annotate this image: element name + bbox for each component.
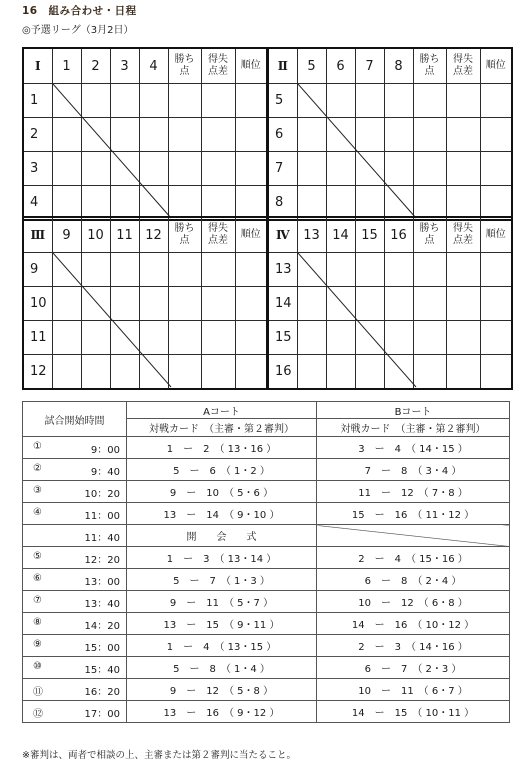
league-row bbox=[23, 186, 267, 221]
match-time-cell bbox=[23, 613, 127, 635]
result-cell bbox=[355, 253, 384, 287]
league-table-4 bbox=[267, 216, 513, 390]
league-row bbox=[268, 152, 512, 186]
league-row bbox=[268, 186, 512, 221]
league-row bbox=[23, 321, 267, 355]
court-b-match: 7 ー 8 （ 3・4 ） bbox=[317, 459, 510, 481]
standing-cell bbox=[413, 321, 446, 355]
page-title: 16 組み合わせ・日程 bbox=[22, 5, 137, 17]
result-cell bbox=[297, 84, 326, 118]
result-cell bbox=[384, 321, 413, 355]
team-row-label: 1 bbox=[23, 84, 52, 118]
points-header: 勝ち 点 bbox=[168, 217, 201, 253]
match-number: ⑪ bbox=[33, 687, 43, 698]
result-cell bbox=[326, 321, 355, 355]
team-row-label: 15 bbox=[268, 321, 297, 355]
standing-cell bbox=[235, 355, 267, 390]
court-b-match: 11 ー 12 （ 7・8 ） bbox=[317, 481, 510, 503]
standing-cell bbox=[446, 118, 480, 152]
team-row-label: 8 bbox=[268, 186, 297, 221]
result-cell bbox=[52, 321, 81, 355]
standing-cell bbox=[201, 118, 235, 152]
court-a-match: 13 ー 14 （ 9・10 ） bbox=[127, 503, 317, 525]
standing-cell bbox=[235, 118, 267, 152]
court-b-match: 6 ー 7 （ 2・3 ） bbox=[317, 657, 510, 679]
court-a-match: 13 ー 16 （ 9・12 ） bbox=[127, 701, 317, 723]
match-time-cell bbox=[23, 459, 127, 481]
court-b-match: 6 ー 8 （ 2・4 ） bbox=[317, 569, 510, 591]
result-cell bbox=[52, 253, 81, 287]
result-cell bbox=[326, 253, 355, 287]
match-number: ④ bbox=[33, 507, 42, 518]
start-time: 10：20 bbox=[84, 489, 120, 500]
standing-cell bbox=[168, 321, 201, 355]
team-row-label: 7 bbox=[268, 152, 297, 186]
goal-difference-header: 得失 点差 bbox=[446, 48, 480, 84]
schedule-row bbox=[23, 525, 510, 547]
result-cell bbox=[110, 152, 139, 186]
result-cell bbox=[326, 355, 355, 390]
result-cell bbox=[139, 84, 168, 118]
result-cell bbox=[355, 84, 384, 118]
schedule-row bbox=[23, 591, 510, 613]
schedule-row bbox=[23, 657, 510, 679]
match-time-cell bbox=[23, 657, 127, 679]
court-b-match: 10 ー 11 （ 6・7 ） bbox=[317, 679, 510, 701]
start-time: 13：40 bbox=[84, 599, 120, 610]
league-row bbox=[23, 84, 267, 118]
team-column-header: 5 bbox=[297, 48, 326, 84]
start-time: 15：00 bbox=[84, 643, 120, 654]
match-schedule-table bbox=[22, 401, 510, 723]
league-row bbox=[23, 118, 267, 152]
result-cell bbox=[52, 355, 81, 390]
preliminary-league-label: ◎予選リーグ（3月2日） bbox=[22, 25, 134, 36]
team-row-label: 10 bbox=[23, 287, 52, 321]
result-cell bbox=[297, 152, 326, 186]
standing-cell bbox=[201, 152, 235, 186]
rank-header: 順位 bbox=[235, 217, 267, 253]
team-column-header: 3 bbox=[110, 48, 139, 84]
result-cell bbox=[297, 355, 326, 390]
standing-cell bbox=[413, 152, 446, 186]
match-time-cell bbox=[23, 635, 127, 657]
league-roman-label: Ⅱ bbox=[268, 48, 297, 84]
result-cell bbox=[110, 355, 139, 390]
goal-difference-header: 得失 点差 bbox=[201, 217, 235, 253]
court-b-header: Bコート bbox=[317, 402, 510, 419]
points-header: 勝ち 点 bbox=[413, 217, 446, 253]
result-cell bbox=[110, 84, 139, 118]
court-b-match: 2 ー 4 （ 15・16 ） bbox=[317, 547, 510, 569]
league-roman-label: Ⅰ bbox=[23, 48, 52, 84]
team-column-header: 7 bbox=[355, 48, 384, 84]
start-time: 11：40 bbox=[84, 533, 120, 544]
standing-cell bbox=[168, 84, 201, 118]
court-a-match: 1 ー 2 （ 13・16 ） bbox=[127, 437, 317, 459]
court-a-match: 13 ー 15 （ 9・11 ） bbox=[127, 613, 317, 635]
team-column-header: 6 bbox=[326, 48, 355, 84]
match-number: ③ bbox=[33, 485, 42, 496]
league-row bbox=[23, 253, 267, 287]
team-row-label: 9 bbox=[23, 253, 52, 287]
schedule-row bbox=[23, 701, 510, 723]
standing-cell bbox=[201, 186, 235, 221]
match-number: ⑦ bbox=[33, 595, 42, 606]
team-row-label: 16 bbox=[268, 355, 297, 390]
court-a-match: 9 ー 12 （ 5・8 ） bbox=[127, 679, 317, 701]
result-cell bbox=[139, 253, 168, 287]
standing-cell bbox=[235, 186, 267, 221]
team-row-label: 11 bbox=[23, 321, 52, 355]
team-row-label: 4 bbox=[23, 186, 52, 221]
points-header: 勝ち 点 bbox=[168, 48, 201, 84]
standing-cell bbox=[168, 118, 201, 152]
team-column-header: 1 bbox=[52, 48, 81, 84]
standing-cell bbox=[168, 287, 201, 321]
start-time: 9：40 bbox=[90, 467, 120, 478]
standing-cell bbox=[168, 186, 201, 221]
result-cell bbox=[297, 253, 326, 287]
team-row-label: 2 bbox=[23, 118, 52, 152]
match-number: ⑩ bbox=[33, 661, 42, 672]
league-table-1 bbox=[22, 47, 268, 221]
result-cell bbox=[297, 118, 326, 152]
standing-cell bbox=[168, 355, 201, 390]
standing-cell bbox=[480, 118, 512, 152]
match-number: ⑤ bbox=[33, 551, 42, 562]
team-row-label: 14 bbox=[268, 287, 297, 321]
result-cell bbox=[384, 287, 413, 321]
result-cell bbox=[326, 118, 355, 152]
standing-cell bbox=[413, 287, 446, 321]
league-roman-label: Ⅳ bbox=[268, 217, 297, 253]
match-number: ⑧ bbox=[33, 617, 42, 628]
result-cell bbox=[110, 118, 139, 152]
result-cell bbox=[81, 287, 110, 321]
result-cell bbox=[52, 186, 81, 221]
league-row bbox=[268, 84, 512, 118]
result-cell bbox=[355, 355, 384, 390]
result-cell bbox=[52, 152, 81, 186]
court-a-header: Aコート bbox=[127, 402, 317, 419]
team-column-header: 8 bbox=[384, 48, 413, 84]
court-b-match: 14 ー 16 （ 10・12 ） bbox=[317, 613, 510, 635]
court-b-match: 3 ー 4 （ 14・15 ） bbox=[317, 437, 510, 459]
schedule-rows bbox=[23, 437, 510, 723]
court-a-match: 5 ー 7 （ 1・3 ） bbox=[127, 569, 317, 591]
referee-footnote: ※審判は、両者で相談の上、主審または第２審判に当たること。 bbox=[22, 750, 296, 761]
team-column-header: 16 bbox=[384, 217, 413, 253]
result-cell bbox=[81, 253, 110, 287]
result-cell bbox=[384, 355, 413, 390]
standing-cell bbox=[446, 186, 480, 221]
standing-cell bbox=[446, 253, 480, 287]
team-column-header: 11 bbox=[110, 217, 139, 253]
result-cell bbox=[297, 321, 326, 355]
result-cell bbox=[139, 118, 168, 152]
match-number: ② bbox=[33, 463, 42, 474]
result-cell bbox=[52, 118, 81, 152]
standing-cell bbox=[446, 152, 480, 186]
result-cell bbox=[139, 287, 168, 321]
court-a-match: 1 ー 3 （ 13・14 ） bbox=[127, 547, 317, 569]
result-cell bbox=[355, 321, 384, 355]
court-a-match: 5 ー 6 （ 1・2 ） bbox=[127, 459, 317, 481]
team-column-header: 2 bbox=[81, 48, 110, 84]
schedule-row bbox=[23, 547, 510, 569]
standing-cell bbox=[413, 355, 446, 390]
court-b-match: 14 ー 15 （ 10・11 ） bbox=[317, 701, 510, 723]
match-number: ⑫ bbox=[33, 709, 43, 720]
team-row-label: 5 bbox=[268, 84, 297, 118]
start-time: 14：20 bbox=[84, 621, 120, 632]
start-time: 16：20 bbox=[84, 687, 120, 698]
result-cell bbox=[297, 186, 326, 221]
rank-header: 順位 bbox=[480, 217, 512, 253]
match-time-cell bbox=[23, 547, 127, 569]
standing-cell bbox=[235, 84, 267, 118]
team-row-label: 3 bbox=[23, 152, 52, 186]
standing-cell bbox=[480, 321, 512, 355]
match-time-cell bbox=[23, 503, 127, 525]
result-cell bbox=[110, 186, 139, 221]
standing-cell bbox=[201, 253, 235, 287]
result-cell bbox=[81, 321, 110, 355]
start-time-header: 試合開始時間 bbox=[23, 402, 127, 437]
court-b-match: 15 ー 16 （ 11・12 ） bbox=[317, 503, 510, 525]
match-number: ⑥ bbox=[33, 573, 42, 584]
start-time: 15：40 bbox=[84, 665, 120, 676]
court-b-match: 2 ー 3 （ 14・16 ） bbox=[317, 635, 510, 657]
result-cell bbox=[139, 186, 168, 221]
result-cell bbox=[355, 186, 384, 221]
league-row bbox=[23, 355, 267, 390]
league-row bbox=[23, 287, 267, 321]
standing-cell bbox=[168, 253, 201, 287]
standing-cell bbox=[235, 152, 267, 186]
result-cell bbox=[326, 152, 355, 186]
result-cell bbox=[355, 152, 384, 186]
team-column-header: 10 bbox=[81, 217, 110, 253]
start-time: 9：00 bbox=[90, 445, 120, 456]
team-column-header: 14 bbox=[326, 217, 355, 253]
league-row bbox=[268, 287, 512, 321]
standing-cell bbox=[480, 355, 512, 390]
standing-cell bbox=[413, 253, 446, 287]
result-cell bbox=[384, 84, 413, 118]
standing-cell bbox=[446, 287, 480, 321]
result-cell bbox=[326, 84, 355, 118]
court-a-match: 9 ー 10 （ 5・6 ） bbox=[127, 481, 317, 503]
goal-difference-header: 得失 点差 bbox=[446, 217, 480, 253]
result-cell bbox=[139, 152, 168, 186]
goal-difference-header: 得失 点差 bbox=[201, 48, 235, 84]
schedule-row bbox=[23, 613, 510, 635]
league-roman-label: Ⅲ bbox=[23, 217, 52, 253]
standing-cell bbox=[235, 287, 267, 321]
standing-cell bbox=[168, 152, 201, 186]
league-row bbox=[268, 355, 512, 390]
match-number: ① bbox=[33, 441, 42, 452]
league-row bbox=[268, 321, 512, 355]
schedule-row bbox=[23, 679, 510, 701]
standing-cell bbox=[480, 287, 512, 321]
match-time-cell bbox=[23, 591, 127, 613]
result-cell bbox=[139, 355, 168, 390]
standing-cell bbox=[235, 253, 267, 287]
match-time-cell bbox=[23, 679, 127, 701]
result-cell bbox=[81, 84, 110, 118]
schedule-row bbox=[23, 503, 510, 525]
team-column-header: 4 bbox=[139, 48, 168, 84]
standing-cell bbox=[446, 321, 480, 355]
team-column-header: 9 bbox=[52, 217, 81, 253]
standing-cell bbox=[201, 321, 235, 355]
result-cell bbox=[110, 287, 139, 321]
standing-cell bbox=[201, 84, 235, 118]
court-b-match bbox=[317, 525, 510, 547]
court-a-match: 5 ー 8 （ 1・4 ） bbox=[127, 657, 317, 679]
team-row-label: 13 bbox=[268, 253, 297, 287]
schedule-row bbox=[23, 569, 510, 591]
league-table-2 bbox=[267, 47, 513, 221]
start-time: 13：00 bbox=[84, 577, 120, 588]
standing-cell bbox=[413, 84, 446, 118]
result-cell bbox=[110, 321, 139, 355]
match-time-cell bbox=[23, 481, 127, 503]
result-cell bbox=[81, 118, 110, 152]
league-row bbox=[268, 253, 512, 287]
match-time-cell bbox=[23, 701, 127, 723]
schedule-row bbox=[23, 481, 510, 503]
standing-cell bbox=[446, 84, 480, 118]
team-column-header: 15 bbox=[355, 217, 384, 253]
start-time: 11：00 bbox=[84, 511, 120, 522]
schedule-row bbox=[23, 459, 510, 481]
result-cell bbox=[326, 287, 355, 321]
standing-cell bbox=[413, 186, 446, 221]
team-column-header: 12 bbox=[139, 217, 168, 253]
match-time-cell bbox=[23, 569, 127, 591]
standing-cell bbox=[201, 287, 235, 321]
court-b-match: 10 ー 12 （ 6・8 ） bbox=[317, 591, 510, 613]
result-cell bbox=[52, 84, 81, 118]
standing-cell bbox=[480, 152, 512, 186]
result-cell bbox=[52, 287, 81, 321]
standing-cell bbox=[480, 253, 512, 287]
rank-header: 順位 bbox=[480, 48, 512, 84]
start-time: 17：00 bbox=[84, 709, 120, 720]
standing-cell bbox=[480, 186, 512, 221]
result-cell bbox=[384, 186, 413, 221]
standing-cell bbox=[201, 355, 235, 390]
court-a-match: 9 ー 11 （ 5・7 ） bbox=[127, 591, 317, 613]
team-column-header: 13 bbox=[297, 217, 326, 253]
result-cell bbox=[384, 253, 413, 287]
standing-cell bbox=[446, 355, 480, 390]
schedule-row bbox=[23, 437, 510, 459]
result-cell bbox=[384, 152, 413, 186]
result-cell bbox=[326, 186, 355, 221]
league-row bbox=[268, 118, 512, 152]
result-cell bbox=[81, 186, 110, 221]
team-row-label: 12 bbox=[23, 355, 52, 390]
match-time-cell bbox=[23, 525, 127, 547]
league-row bbox=[23, 152, 267, 186]
result-cell bbox=[355, 287, 384, 321]
rank-header: 順位 bbox=[235, 48, 267, 84]
court-b-subheader: 対戦カード （主審・第２審判） bbox=[317, 419, 510, 437]
team-row-label: 6 bbox=[268, 118, 297, 152]
result-cell bbox=[297, 287, 326, 321]
schedule-row bbox=[23, 635, 510, 657]
result-cell bbox=[110, 253, 139, 287]
league-table-3 bbox=[22, 216, 268, 390]
start-time: 12：20 bbox=[84, 555, 120, 566]
court-a-subheader: 対戦カード （主審・第２審判） bbox=[127, 419, 317, 437]
result-cell bbox=[384, 118, 413, 152]
result-cell bbox=[355, 118, 384, 152]
standing-cell bbox=[480, 84, 512, 118]
opening-ceremony-cell: 開 会 式 bbox=[127, 525, 317, 547]
match-time-cell bbox=[23, 437, 127, 459]
result-cell bbox=[139, 321, 168, 355]
court-a-match: 1 ー 4 （ 13・15 ） bbox=[127, 635, 317, 657]
standing-cell bbox=[413, 118, 446, 152]
standing-cell bbox=[235, 321, 267, 355]
result-cell bbox=[81, 152, 110, 186]
result-cell bbox=[81, 355, 110, 390]
points-header: 勝ち 点 bbox=[413, 48, 446, 84]
match-number: ⑨ bbox=[33, 639, 42, 650]
